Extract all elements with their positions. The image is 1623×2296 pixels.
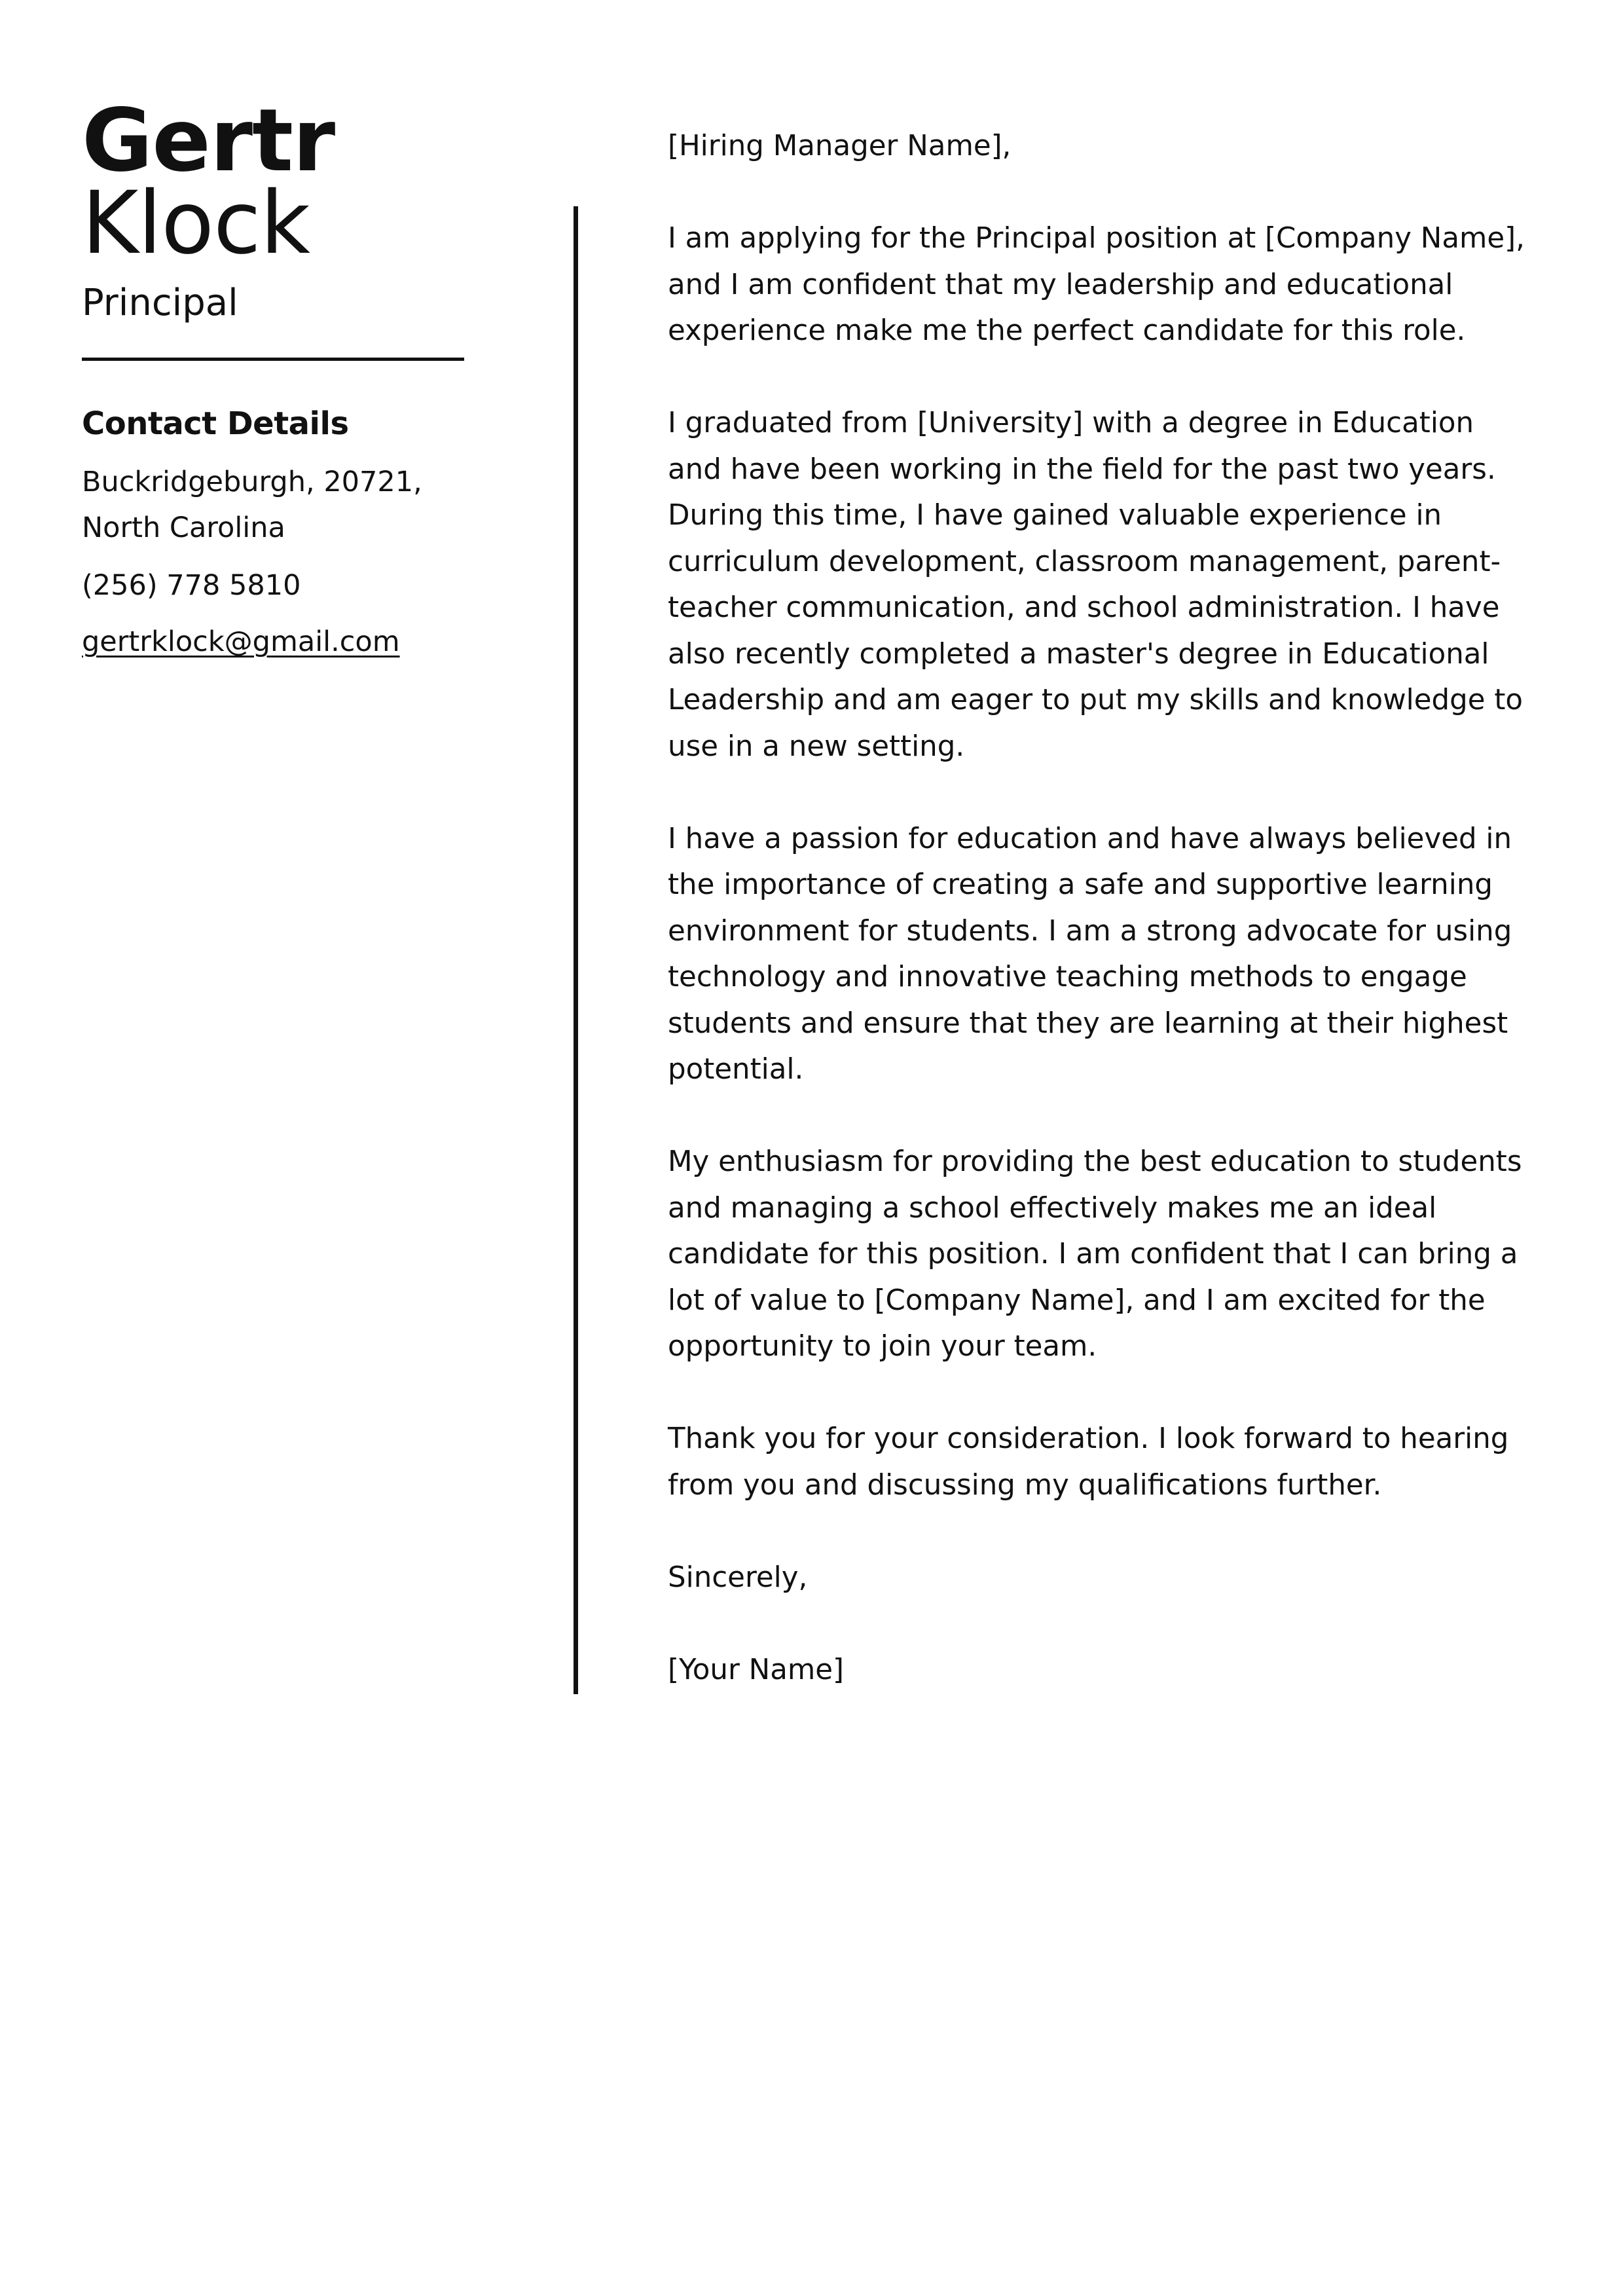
contact-phone: (256) 778 5810 (82, 569, 301, 602)
contact-address (82, 459, 468, 551)
signature: [Your Name] (668, 1653, 844, 1686)
letter-paragraph: Thank you for your consideration. I look forward to hearing from you and discussing my qualifications further. (668, 1422, 1509, 1502)
letter-paragraph: My enthusiasm for providing the best education to students and managing a school effectively makes me an ideal candidate for this position. I am confident that I can bring a lot of value to [Company Name], and I am excited for the opportunity to join your team. (668, 1145, 1522, 1363)
column-divider (574, 206, 578, 1694)
contact-details-heading: Contact Details (82, 405, 349, 442)
sidebar (82, 90, 468, 665)
letter-paragraph: I am applying for the Principal position at [Company Name], and I am confident that my leadership and educational experience make me the perfect candidate for this role. (668, 222, 1525, 347)
letter-body (668, 123, 1532, 1693)
first-name: Gertr (82, 90, 335, 191)
job-title: Principal (82, 282, 238, 324)
address-line-1: Buckridgeburgh, 20721, (82, 466, 422, 498)
letter-paragraph: I have a passion for education and have always believed in the importance of creating a safe and supportive learning environment for students. I am a strong advocate for using technology and innovative teaching methods to engage students and ensure that they are learning at their highest potential. (668, 822, 1512, 1086)
letter-paragraph: I graduated from [University] with a degree in Education and have been working in the field for the past two years. During this time, I have gained valuable experience in curriculum development, classroom management, parent-teacher communication, and school administration. I have also recently completed a master's degree in Educational Leadership and am eager to put my skills and knowledge to use in a new setting. (668, 407, 1523, 763)
salutation: [Hiring Manager Name], (668, 130, 1012, 162)
sidebar-divider (82, 358, 464, 361)
last-name: Klock (82, 173, 310, 274)
contact-email-link[interactable]: gertrklock@gmail.com (82, 625, 400, 658)
address-line-2: North Carolina (82, 511, 285, 544)
closing: Sincerely, (668, 1561, 808, 1594)
